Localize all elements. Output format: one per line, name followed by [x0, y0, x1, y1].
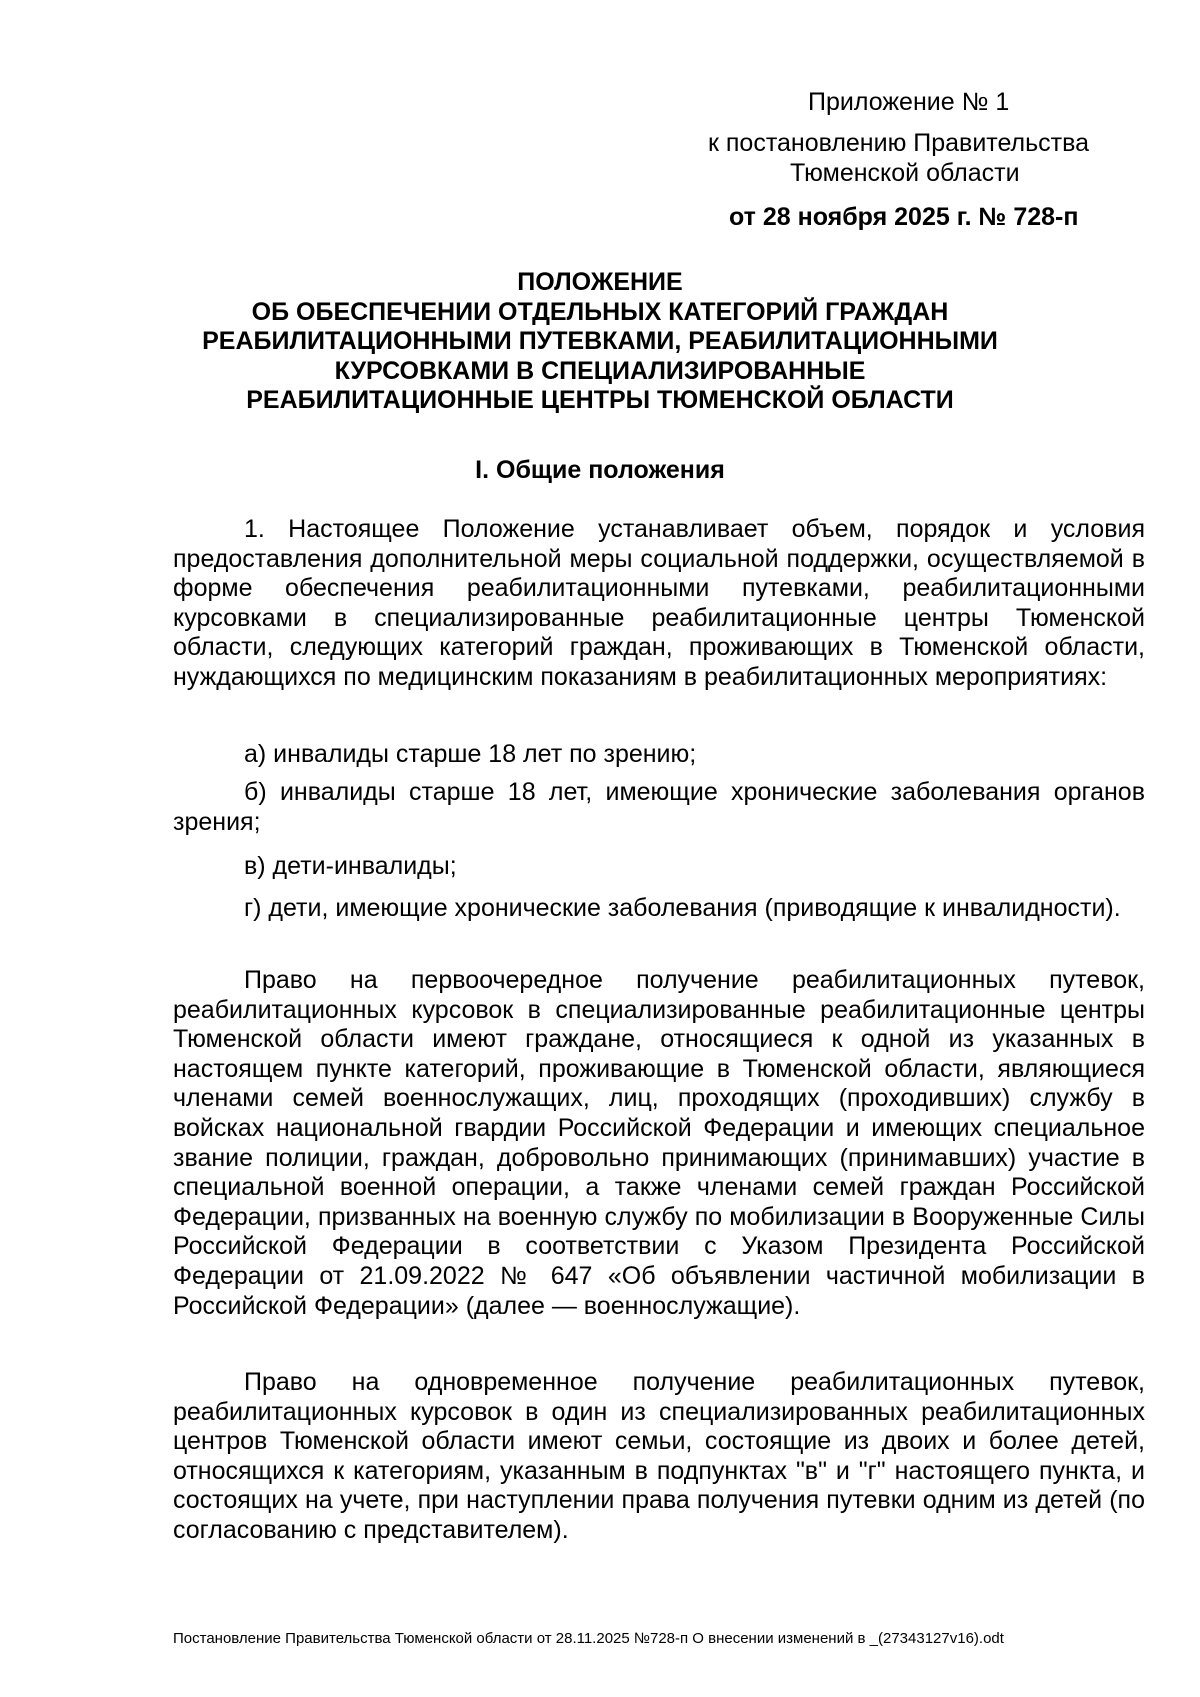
list-item-v: в) дети-инвалиды; — [244, 852, 457, 880]
document-title — [0, 268, 1200, 416]
resolution-reference: к постановлению Правительства — [708, 129, 1090, 157]
paragraph-1: 1. Настоящее Положение устанавливает объем, порядок и условия предоставления дополнительной меры социальной поддержки, осуществляемой в форме обеспечения реабилитационными путевками, реабилитационными курсовками в специализированные реабилитационные центры Тюменской области, следующих категорий граждан, проживающих в Тюменской области, нуждающихся по медицинским показаниям в реабилитационных мероприятиях: — [173, 515, 1145, 691]
list-item-a: а) инвалиды старше 18 лет по зрению; — [244, 740, 697, 768]
document-title-line: ПОЛОЖЕНИЕ — [517, 268, 683, 296]
list-item-b: б) инвалиды старше 18 лет, имеющие хронические заболевания органов зрения; — [173, 778, 1145, 836]
resolution-region: Тюменской области — [790, 159, 1020, 187]
list-item-g: г) дети, имеющие хронические заболевания (приводящие к инвалидности). — [244, 894, 1121, 922]
document-title-line: РЕАБИЛИТАЦИОННЫЕ ЦЕНТРЫ ТЮМЕНСКОЙ ОБЛАСТИ — [246, 386, 954, 414]
paragraph-simultaneous-right: Право на одновременное получение реабилитационных путевок, реабилитационных курсовок в один из специализированных реабилитационных центров Тюменской области имеют семьи, состоящие из двоих и более детей, относящихся к категориям, указанным в подпунктах "в" и "г" настоящего пункта, и состоящих на учете, при наступлении права получения путевки одним из детей (по согласованию с представителем). — [173, 1368, 1145, 1544]
appendix-label: Приложение № 1 — [808, 88, 1010, 116]
resolution-date-number: от 28 ноября 2025 г. № 728-п — [729, 203, 1079, 231]
document-title-line: КУРСОВКАМИ В СПЕЦИАЛИЗИРОВАННЫЕ — [334, 356, 866, 385]
paragraph-priority-right: Право на первоочередное получение реабилитационных путевок, реабилитационных курсовок в специализированные реабилитационные центры Тюменской области имеют граждане, относящиеся к одной из указанных в настоящем пункте категорий, проживающие в Тюменской области, являющиеся членами семей военнослужащих, лиц, проходящих (проходивших) службу в войсках национальной гвардии Российской Федерации и имеющих специальное звание полиции, граждан, добровольно принимающих (принимавших) участие в специальной военной операции, а также членами семей граждан Российской Федерации, призванных на военную службу по мобилизации в Вооруженные Силы Российской Федерации в соответствии с Указом Президента Российской Федерации от 21.09.2022 № 647 «Об объявлении частичной мобилизации в Российской Федерации» (далее — военнослужащие). — [173, 966, 1145, 1320]
document-footer: Постановление Правительства Тюменской области от 28.11.2025 №728-п О внесении изменений в _(27343127v16).odt — [173, 1630, 1004, 1647]
document-title-line: РЕАБИЛИТАЦИОННЫМИ ПУТЕВКАМИ, РЕАБИЛИТАЦИОННЫМИ — [202, 327, 998, 355]
document-title-line: ОБ ОБЕСПЕЧЕНИИ ОТДЕЛЬНЫХ КАТЕГОРИЙ ГРАЖДАН — [251, 297, 949, 326]
section-title: I. Общие положения — [475, 456, 725, 484]
